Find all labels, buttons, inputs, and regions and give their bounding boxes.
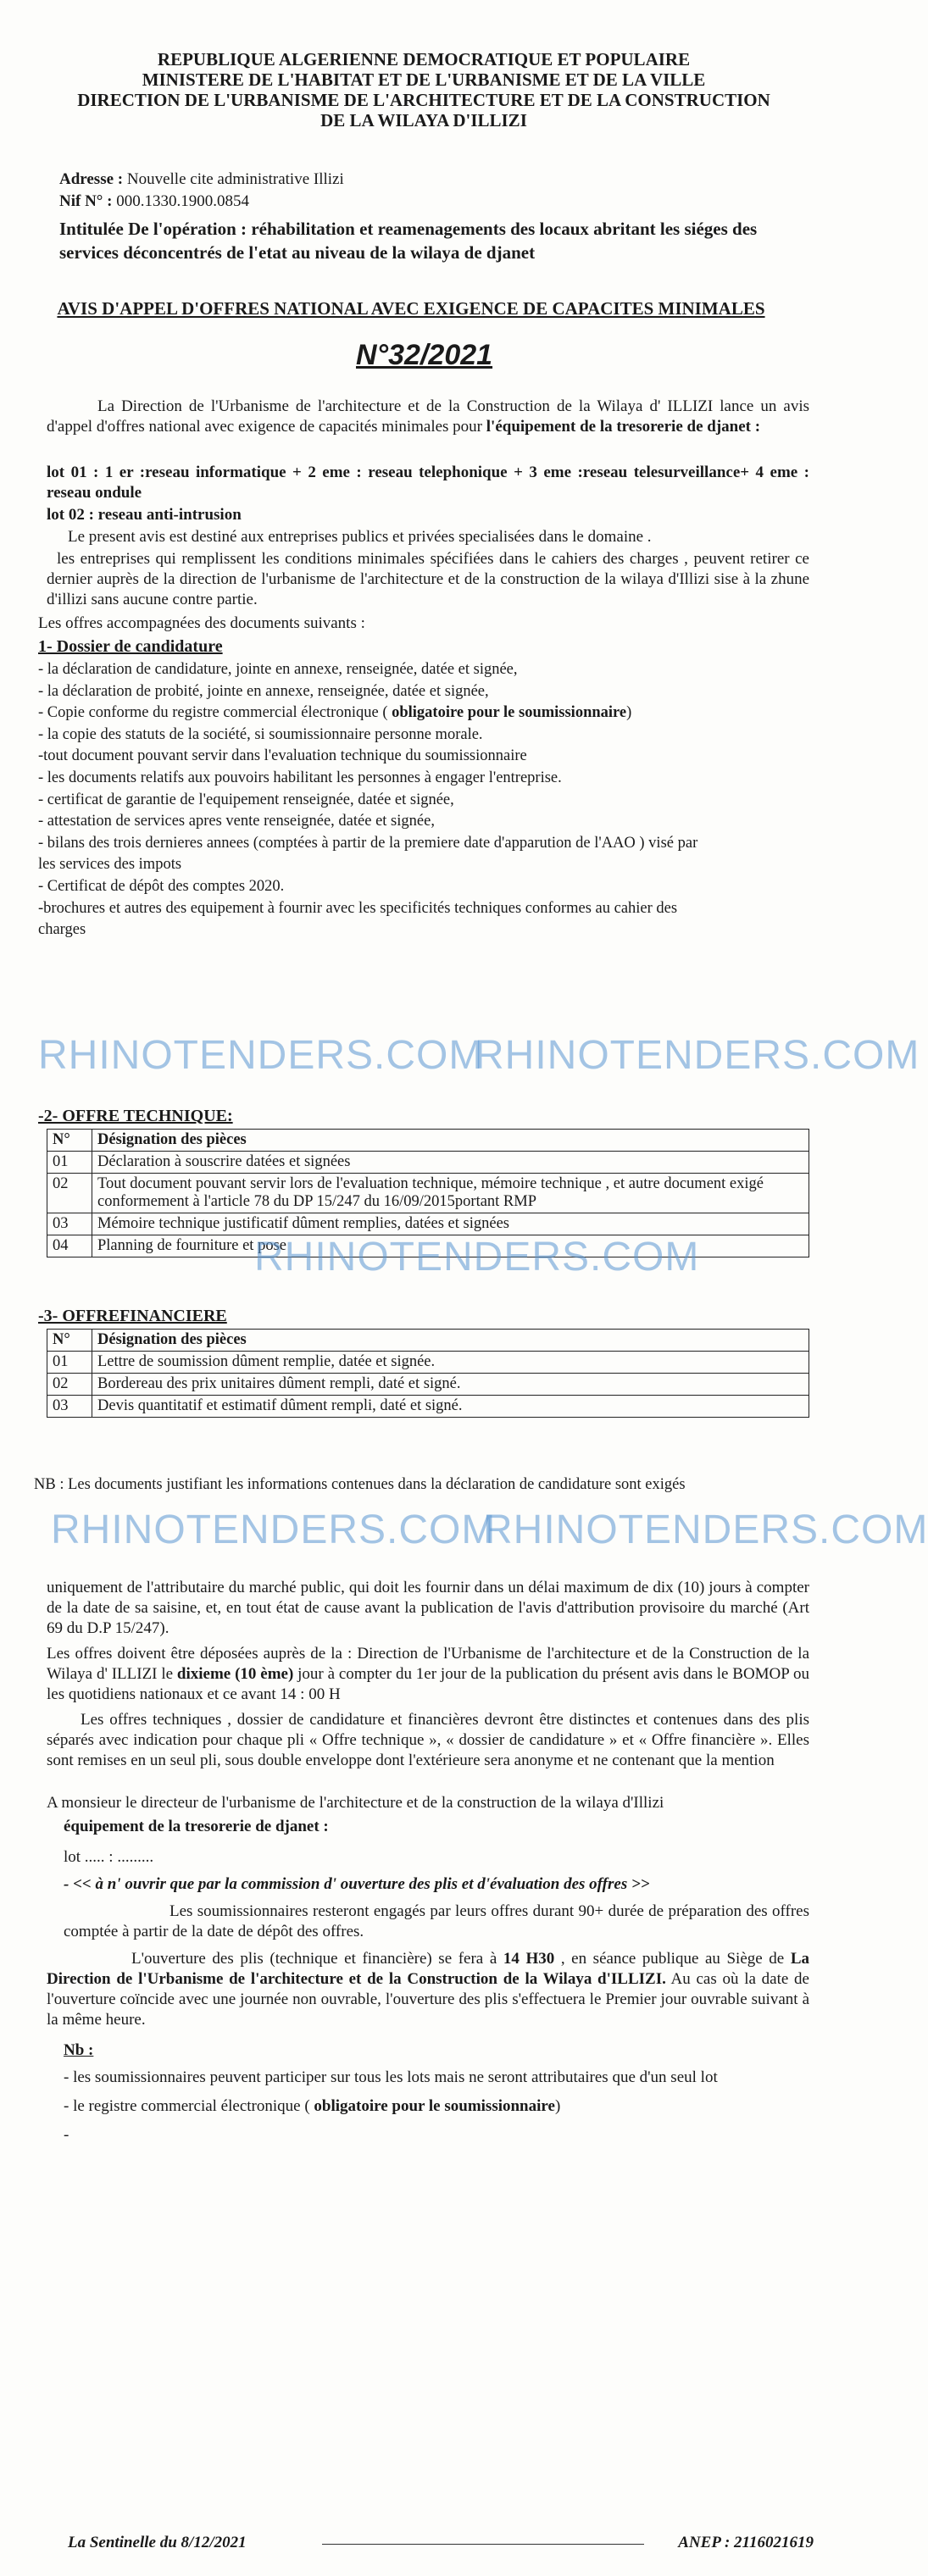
intro-target: Le present avis est destiné aux entreprises publics et privées specialisées dans le domaine . bbox=[68, 528, 652, 546]
operation-label: Intitulée De l'opération : bbox=[59, 219, 247, 239]
dossier-item: -tout document pouvant servir dans l'evaluation technique du soumissionnaire bbox=[38, 747, 527, 765]
dossier-item: - la déclaration de probité, jointe en annexe, renseignée, datée et signée, bbox=[38, 682, 489, 700]
operation-value: réhabilitation et reamenagements des locaux abritant les siéges des services déconcentrés de l'etat au niveau de la wilaya de djanet bbox=[59, 219, 758, 263]
closing-envelopes: Les offres techniques , dossier de candidature et financières devront être distinctes et contenues dans des plis séparés avec indication pour chaque pli « Offre technique », « dossier de candidature » et « Offre financière ». Elles sont remises en un seul pli, sous double enveloppe dont l'extérieure sera anonyme et ne contenant que la mention bbox=[47, 1711, 809, 1769]
row-num: 03 bbox=[47, 1213, 92, 1235]
closing-opening bbox=[47, 1949, 809, 2030]
watermark: RHINOTENDERS.COM bbox=[38, 1033, 484, 1078]
watermark: RHINOTENDERS.COM bbox=[475, 1033, 920, 1078]
dossier-item: - certificat de garantie de l'equipement renseignée, datée et signée, bbox=[38, 791, 454, 808]
table-row bbox=[47, 1174, 809, 1213]
dossier-item: - Copie conforme du registre commercial électronique ( obligatoire pour le soumissionnaire) bbox=[38, 704, 632, 722]
nif-label: Nif N° : bbox=[59, 192, 113, 210]
deposit-day: dixieme (10 ème) bbox=[176, 1665, 294, 1683]
table-row bbox=[47, 1396, 809, 1418]
nif-value: 000.1330.1900.0854 bbox=[116, 192, 249, 210]
intro-text: La Direction de l'Urbanisme de l'architecture et de la Construction de la Wilaya d' ILLIZI lance un avis d'appel d'offres national avec exigence de capacités minimales pour bbox=[47, 397, 809, 436]
closing-lot: lot ..... : ......... bbox=[64, 1848, 154, 1866]
header-line-wilaya: DE LA WILAYA D'ILLIZI bbox=[320, 110, 527, 130]
notice-header bbox=[0, 49, 847, 130]
closing-engagement: Les soumissionnaires resteront engagés par leurs offres durant 90+ durée de préparation des offres comptée à partir de la date de dépôt des offres. bbox=[64, 1902, 809, 1940]
col-designation-header: Désignation des pièces bbox=[92, 1330, 809, 1352]
dossier-item: - bilans des trois dernieres annees (comptées à partir de la premiere date d'apparution de l'AAO ) visé par bbox=[38, 834, 698, 852]
nb-item-text: - le registre commercial électronique ( bbox=[64, 2097, 314, 2115]
intro-object: l'équipement de la tresorerie de djanet : bbox=[486, 418, 761, 436]
nb-justifying-documents: NB : Les documents justifiant les informations contenues dans la déclaration de candidature sont exigés bbox=[34, 1476, 686, 1493]
dossier-item: les services des impots bbox=[38, 856, 182, 874]
row-designation: Tout document pouvant servir lors de l'evaluation technique, mémoire technique , et autre document exigé conformement à l'article 78 du DP 15/247 du 16/09/2015portant RMP bbox=[92, 1174, 809, 1213]
row-designation: Planning de fourniture et pose bbox=[92, 1235, 809, 1257]
header-line-ministry: MINISTERE DE L'HABITAT ET DE L'URBANISME ET DE LA VILLE bbox=[142, 69, 706, 90]
footer-anep: ANEP : 2116021619 bbox=[678, 2534, 814, 2551]
lot-02: lot 02 : reseau anti-intrusion bbox=[47, 506, 242, 524]
closing-attributaire: uniquement de l'attributaire du marché public, qui doit les fournir dans un délai maximum de dix (10) jours à compter de la date de sa saisine, et, en tout état de cause avant la publication de l'avis d'attribution provisoire du marché (Art 69 du D.P 15/247). bbox=[47, 1579, 809, 1637]
dossier-item: - les documents relatifs aux pouvoirs habilitant les personnes à engager l'entreprise. bbox=[38, 769, 562, 786]
table-row bbox=[47, 1152, 809, 1174]
lot-01: lot 01 : 1 er :reseau informatique + 2 eme : reseau telephonique + 3 eme :reseau telesurveillance+ 4 eme : reseau ondule bbox=[47, 464, 809, 502]
table-header-row bbox=[47, 1130, 809, 1152]
col-designation-header: Désignation des pièces bbox=[92, 1130, 809, 1152]
row-num: 02 bbox=[47, 1174, 92, 1213]
opening-time: 14 H30 bbox=[503, 1950, 555, 1968]
nb-item-emphasis: obligatoire pour le soumissionnaire bbox=[314, 2097, 555, 2115]
row-designation: Déclaration à souscrire datées et signées bbox=[92, 1152, 809, 1174]
offre-financiere-table bbox=[47, 1329, 809, 1418]
closing-recipient: A monsieur le directeur de l'urbanisme de l'architecture et de la construction de la wilaya d'Illizi bbox=[47, 1794, 664, 1812]
table-header-row bbox=[47, 1330, 809, 1352]
deposit-text: Les offres doivent être déposées auprès de la : Direction de l'Urbanisme de l'architecture et de la Construction de la Wilaya d' ILLIZI le bbox=[47, 1645, 809, 1683]
dossier-item: - attestation de services apres vente renseignée, datée et signée, bbox=[38, 813, 435, 830]
header-line-direction: DIRECTION DE L'URBANISME DE L'ARCHITECTURE ET DE LA CONSTRUCTION bbox=[77, 90, 770, 110]
opening-text-end: Au cas où la date de l'ouverture coïncide avec une journée non ouvrable, l'ouverture des plis s'effectuera le Premier jour ouvrable suivant à la même heure. bbox=[47, 1970, 809, 2029]
table-row bbox=[47, 1213, 809, 1235]
intro-paragraph bbox=[47, 397, 809, 437]
offre-technique-title: -2- OFFRE TECHNIQUE: bbox=[38, 1107, 233, 1125]
address-value: Nouvelle cite administrative Illizi bbox=[126, 170, 344, 188]
nif-line bbox=[59, 192, 805, 212]
avis-title: AVIS D'APPEL D'OFFRES NATIONAL AVEC EXIGENCE DE CAPACITES MINIMALES bbox=[57, 298, 765, 319]
deposit-text-end: jour à compter du 1er jour de la publication du présent avis dans le BOMOP ou les quotidiens nationaux et ce avant 14 : 00 H bbox=[47, 1665, 809, 1703]
dossier-list bbox=[38, 659, 809, 941]
intro-conditions: les entreprises qui remplissent les conditions minimales spécifiées dans le cahiers des charges , peuvent retirer ce dernier auprès de la direction de l'urbanisme de l'architecture et de la construction de la wilaya d'Illizi sise à la zhune d'illizi sans aucune contre partie. bbox=[47, 550, 809, 608]
row-designation: Bordereau des prix unitaires dûment rempli, daté et signé. bbox=[92, 1374, 809, 1396]
table-row bbox=[47, 1374, 809, 1396]
opening-venue: La Direction de l'Urbanisme de l'architecture et de la Construction de la Wilaya d'ILLIZI. bbox=[47, 1950, 810, 1988]
opening-text: L'ouverture des plis (technique et financière) se fera à bbox=[131, 1950, 503, 1968]
address-line bbox=[59, 169, 805, 190]
closing-deposit bbox=[47, 1644, 809, 1705]
address-label: Adresse : bbox=[59, 170, 124, 188]
row-num: 02 bbox=[47, 1374, 92, 1396]
footer-publication: La Sentinelle du 8/12/2021 bbox=[68, 2534, 247, 2551]
dossier-item: - la copie des statuts de la société, si soumissionnaire personne morale. bbox=[38, 725, 483, 743]
row-num: 01 bbox=[47, 1152, 92, 1174]
operation-title bbox=[59, 217, 805, 264]
nb-item: - les soumissionnaires peuvent participer sur tous les lots mais ne seront attributaires que d'un seul lot bbox=[64, 2068, 718, 2086]
col-num-header: N° bbox=[47, 1130, 92, 1152]
row-num: 01 bbox=[47, 1352, 92, 1374]
nb-item-text-end: ) bbox=[554, 2097, 561, 2115]
avis-number: N°32/2021 bbox=[356, 339, 493, 371]
row-designation: Devis quantitatif et estimatif dûment rempli, daté et signé. bbox=[92, 1396, 809, 1418]
row-designation: Mémoire technique justificatif dûment remplies, datées et signées bbox=[92, 1213, 809, 1235]
opening-text-mid: , en séance publique au Siège de bbox=[554, 1950, 791, 1968]
offre-financiere-title: -3- OFFREFINANCIERE bbox=[38, 1307, 227, 1325]
dossier-item: charges bbox=[38, 921, 86, 939]
row-designation: Lettre de soumission dûment remplie, datée et signée. bbox=[92, 1352, 809, 1374]
header-line-republic: REPUBLIQUE ALGERIENNE DEMOCRATIQUE ET POPULAIRE bbox=[157, 49, 691, 69]
closing-object: équipement de la tresorerie de djanet : bbox=[64, 1818, 329, 1835]
table-row bbox=[47, 1352, 809, 1374]
row-num: 03 bbox=[47, 1396, 92, 1418]
row-num: 04 bbox=[47, 1235, 92, 1257]
intro-documents: Les offres accompagnées des documents suivants : bbox=[38, 614, 365, 632]
col-num-header: N° bbox=[47, 1330, 92, 1352]
dossier-item: - Certificat de dépôt des comptes 2020. bbox=[38, 877, 285, 895]
nb-item bbox=[64, 2096, 809, 2117]
watermark: RHINOTENDERS.COM bbox=[483, 1507, 928, 1552]
closing-commission: - << à n' ouvrir que par la commission d' ouverture des plis et d'évaluation des offres >> bbox=[64, 1875, 650, 1893]
footer-divider bbox=[322, 2544, 644, 2545]
dossier-item: -brochures et autres des equipement à fournir avec les specificités techniques conformes au cahier des bbox=[38, 899, 678, 917]
footer bbox=[68, 2534, 814, 2552]
dossier-title: 1- Dossier de candidature bbox=[38, 637, 223, 656]
nb-label: Nb : bbox=[64, 2041, 94, 2059]
nb-item: - bbox=[64, 2126, 69, 2144]
watermark: RHINOTENDERS.COM bbox=[51, 1507, 497, 1552]
dossier-item: - la déclaration de candidature, jointe en annexe, renseignée, datée et signée, bbox=[38, 661, 518, 678]
watermark: RHINOTENDERS.COM bbox=[254, 1235, 700, 1280]
